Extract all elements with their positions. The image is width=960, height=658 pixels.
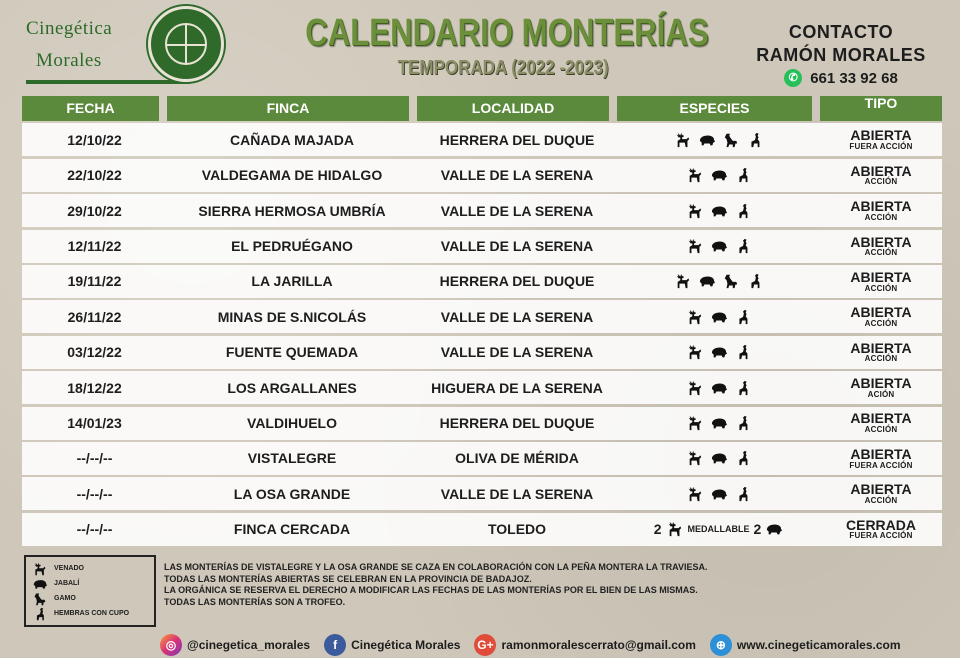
contact-phone-row[interactable]	[746, 69, 936, 87]
doe-icon	[734, 309, 752, 325]
medal-label: MEDALLABLE	[687, 524, 750, 535]
cell-fecha: 14/01/23	[67, 415, 122, 432]
table-body	[22, 123, 942, 510]
deer-icon	[686, 450, 704, 466]
species-legend	[24, 555, 156, 627]
cell-localidad: VALLE DE LA SERENA	[440, 167, 594, 184]
table-row	[22, 194, 942, 227]
tipo-sublabel: ACCIÓN	[864, 177, 898, 187]
email-address[interactable]: ramonmoralescerrato@gmail.com	[501, 638, 696, 652]
table-row	[22, 159, 942, 192]
cell-fecha: 18/12/22	[67, 379, 122, 396]
doe-icon	[734, 415, 752, 431]
footer-web[interactable]	[710, 634, 901, 656]
table-row	[22, 407, 942, 440]
fallow-deer-icon	[722, 132, 740, 148]
count-jabali: 2	[753, 521, 762, 538]
doe-icon	[32, 607, 48, 621]
tipo-label: ABIERTA	[850, 375, 912, 392]
cell-fecha: 03/12/22	[67, 344, 122, 361]
footer-email[interactable]	[474, 634, 695, 656]
tipo-label: ABIERTA	[850, 198, 912, 215]
title-season: TEMPORADA (2022 -2023)	[397, 57, 609, 79]
tipo-label: ABIERTA	[850, 339, 912, 356]
header-localidad: LOCALIDAD	[417, 96, 617, 121]
cell-localidad: HERRERA DEL DUQUE	[439, 415, 595, 432]
facebook-icon: f	[324, 634, 346, 656]
boar-icon	[710, 344, 728, 360]
tipo-label: ABIERTA	[850, 410, 912, 427]
table-row	[22, 265, 942, 298]
facebook-name[interactable]: Cinegética Morales	[351, 638, 461, 652]
cell-tipo	[820, 513, 942, 546]
notes	[164, 562, 864, 608]
legend-label: GAMO	[54, 595, 76, 602]
doe-icon	[734, 167, 752, 183]
instagram-icon: ◎	[160, 634, 182, 656]
tipo-label: ABIERTA	[850, 162, 912, 179]
cell-finca: MINAS DE S.NICOLÁS	[217, 308, 367, 325]
tipo-label: ABIERTA	[850, 233, 912, 250]
tipo-sublabel: ACCIÓN	[864, 283, 898, 293]
globe-icon: ⊕	[710, 634, 732, 656]
legend-label: JABALÍ	[54, 580, 80, 587]
boar-icon	[698, 132, 716, 148]
tipo-sublabel: ACCIÓN	[864, 354, 898, 364]
cell-tipo	[820, 194, 942, 227]
deer-icon	[686, 380, 704, 396]
deer-icon	[686, 238, 704, 254]
table-row-finca-cercada	[22, 513, 942, 546]
doe-icon	[734, 380, 752, 396]
cell-fecha: 12/10/22	[67, 131, 122, 148]
cell-especies	[617, 194, 820, 227]
contact-name: RAMÓN MORALES	[756, 45, 926, 65]
cell-localidad: VALLE DE LA SERENA	[440, 238, 594, 255]
deer-icon	[674, 132, 692, 148]
doe-icon	[734, 450, 752, 466]
cell-fecha: 19/11/22	[67, 273, 122, 290]
cell-fecha: 22/10/22	[67, 167, 122, 184]
deer-icon	[686, 309, 704, 325]
cell-especies	[617, 477, 820, 510]
footer-instagram[interactable]	[160, 634, 310, 656]
legend-item-hembras	[32, 606, 148, 621]
tipo-sublabel: ACCIÓN	[864, 318, 898, 328]
boar-icon	[698, 273, 716, 289]
deer-icon	[686, 167, 704, 183]
cell-fecha: 26/11/22	[67, 308, 122, 325]
cell-tipo	[820, 442, 942, 475]
tipo-sublabel: ACCIÓN	[864, 212, 898, 222]
cell-especies	[617, 336, 820, 369]
tipo-label: ABIERTA	[850, 481, 912, 498]
boar-icon	[710, 486, 728, 502]
deer-icon	[674, 273, 692, 289]
header-finca: FINCA	[167, 96, 417, 121]
cell-localidad: VALLE DE LA SERENA	[440, 485, 594, 502]
tipo-label: CERRADA	[846, 516, 916, 533]
tipo-label: ABIERTA	[850, 445, 912, 462]
table-row	[22, 123, 942, 156]
header-tipo: TIPO	[820, 96, 942, 121]
cell-especies	[617, 371, 820, 404]
boar-icon	[710, 238, 728, 254]
header-especies: ESPECIES	[617, 96, 820, 121]
footer-facebook[interactable]	[324, 634, 460, 656]
boar-icon	[710, 380, 728, 396]
instagram-handle[interactable]: @cinegetica_morales	[187, 638, 311, 652]
cell-especies	[617, 159, 820, 192]
cell-localidad: VALLE DE LA SERENA	[440, 202, 594, 219]
table-row	[22, 442, 942, 475]
boar-icon	[710, 203, 728, 219]
deer-icon	[686, 486, 704, 502]
contact-block	[746, 22, 936, 87]
cell-especies	[617, 230, 820, 263]
cell-localidad: VALLE DE LA SERENA	[440, 344, 594, 361]
cell-especies	[617, 442, 820, 475]
note-line: LAS MONTERÍAS DE VISTALEGRE Y LA OSA GRANDE SE CAZA EN COLABORACIÓN CON LA PEÑA MONTERA LA TRAVIESA.	[164, 562, 708, 572]
legend-item-venado	[32, 561, 148, 576]
table-row	[22, 371, 942, 404]
cell-especies	[617, 123, 820, 156]
brand-underline	[26, 80, 190, 84]
deer-icon	[686, 203, 704, 219]
cell-especies	[617, 265, 820, 298]
cell-localidad: TOLEDO	[487, 521, 547, 538]
brand-line-1: Cinegética	[26, 18, 113, 39]
table-header	[22, 96, 942, 121]
deer-icon	[666, 521, 684, 537]
cell-finca: VALDEGAMA DE HIDALGO	[201, 167, 383, 184]
cell-fecha: --/--/--	[76, 485, 113, 502]
cell-finca: LA JARILLA	[251, 273, 333, 290]
count-venado: 2	[653, 521, 662, 538]
tipo-sublabel: FUERA ACCIÓN	[849, 531, 913, 541]
note-line: TODAS LAS MONTERÍAS SON A TROFEO.	[164, 596, 346, 607]
cell-finca: VALDIHUELO	[247, 415, 337, 432]
note-line: LA ORGÁNICA SE RESERVA EL DERECHO A MODIFICAR LAS FECHAS DE LAS MONTERÍAS POR EL BIEN DE LAS MISMAS.	[164, 585, 698, 595]
table-row	[22, 300, 942, 333]
cell-tipo	[820, 265, 942, 298]
cell-finca: SIERRA HERMOSA UMBRÍA	[198, 202, 386, 219]
cell-finca: VISTALEGRE	[247, 450, 337, 467]
boar-icon	[710, 167, 728, 183]
cell-tipo	[820, 159, 942, 192]
boar-icon	[710, 309, 728, 325]
fallow-deer-icon	[32, 592, 48, 606]
tipo-sublabel: ACIÓN	[867, 389, 895, 399]
cell-tipo	[820, 371, 942, 404]
cell-especies	[617, 513, 820, 546]
tipo-label: ABIERTA	[850, 127, 912, 144]
tipo-label: ABIERTA	[850, 304, 912, 321]
doe-icon	[734, 238, 752, 254]
cell-finca: LA OSA GRANDE	[233, 485, 351, 502]
tipo-sublabel: FUERA ACCIÓN	[849, 142, 913, 152]
tipo-sublabel: ACCIÓN	[864, 425, 898, 435]
doe-icon	[734, 344, 752, 360]
header-fecha: FECHA	[22, 96, 167, 121]
cell-especies	[617, 407, 820, 440]
google-plus-icon: G+	[474, 634, 496, 656]
note-line: TODAS LAS MONTERÍAS ABIERTAS SE CELEBRAN EN LA PROVINCIA DE BADAJOZ.	[164, 573, 532, 584]
brand-line-2: Morales	[36, 50, 102, 71]
cell-finca: EL PEDRUÉGANO	[231, 238, 353, 255]
cell-tipo	[820, 407, 942, 440]
whatsapp-icon: ✆	[784, 69, 802, 87]
legend-label: VENADO	[54, 565, 84, 572]
cell-finca: FINCA CERCADA	[233, 521, 351, 538]
cell-tipo	[820, 300, 942, 333]
table-row	[22, 230, 942, 263]
legend-item-gamo	[32, 591, 148, 606]
tipo-label: ABIERTA	[850, 268, 912, 285]
contact-heading: CONTACTO	[788, 22, 894, 42]
cell-finca: LOS ARGALLANES	[227, 379, 357, 396]
tipo-sublabel: FUERA ACCIÓN	[849, 460, 913, 470]
website-url[interactable]: www.cinegeticamorales.com	[736, 638, 901, 652]
cell-tipo	[820, 123, 942, 156]
cell-tipo	[820, 230, 942, 263]
cell-fecha: --/--/--	[76, 521, 113, 538]
doe-icon	[734, 203, 752, 219]
title-main: CALENDARIO MONTERÍAS	[305, 12, 709, 54]
doe-icon	[746, 132, 764, 148]
table-row	[22, 336, 942, 369]
boar-icon	[765, 521, 783, 537]
cell-finca: FUENTE QUEMADA	[225, 344, 359, 361]
cell-localidad: HIGUERA DE LA SERENA	[431, 379, 603, 396]
deer-icon	[32, 562, 48, 576]
table-row	[22, 477, 942, 510]
cell-tipo	[820, 477, 942, 510]
calendar-table	[22, 96, 942, 546]
cell-localidad: VALLE DE LA SERENA	[440, 308, 594, 325]
legend-item-jabali	[32, 576, 148, 591]
contact-phone[interactable]: 661 33 92 68	[810, 69, 898, 87]
cell-tipo	[820, 336, 942, 369]
tipo-sublabel: ACCIÓN	[864, 248, 898, 258]
tipo-sublabel: ACCIÓN	[864, 495, 898, 505]
doe-icon	[746, 273, 764, 289]
doe-icon	[734, 486, 752, 502]
boar-icon	[710, 415, 728, 431]
cell-fecha: 12/11/22	[67, 238, 122, 255]
fallow-deer-icon	[722, 273, 740, 289]
cell-localidad: HERRERA DEL DUQUE	[439, 273, 595, 290]
cell-fecha: --/--/--	[76, 450, 113, 467]
cell-localidad: HERRERA DEL DUQUE	[439, 131, 595, 148]
cell-especies	[617, 300, 820, 333]
footer-social	[160, 634, 920, 656]
cell-localidad: OLIVA DE MÉRIDA	[455, 450, 579, 467]
legend-label: HEMBRAS CON CUPO	[54, 610, 130, 617]
boar-icon	[32, 577, 48, 591]
deer-icon	[686, 415, 704, 431]
deer-icon	[686, 344, 704, 360]
boar-icon	[710, 450, 728, 466]
cell-finca: CAÑADA MAJADA	[230, 131, 354, 148]
cell-fecha: 29/10/22	[67, 202, 122, 219]
